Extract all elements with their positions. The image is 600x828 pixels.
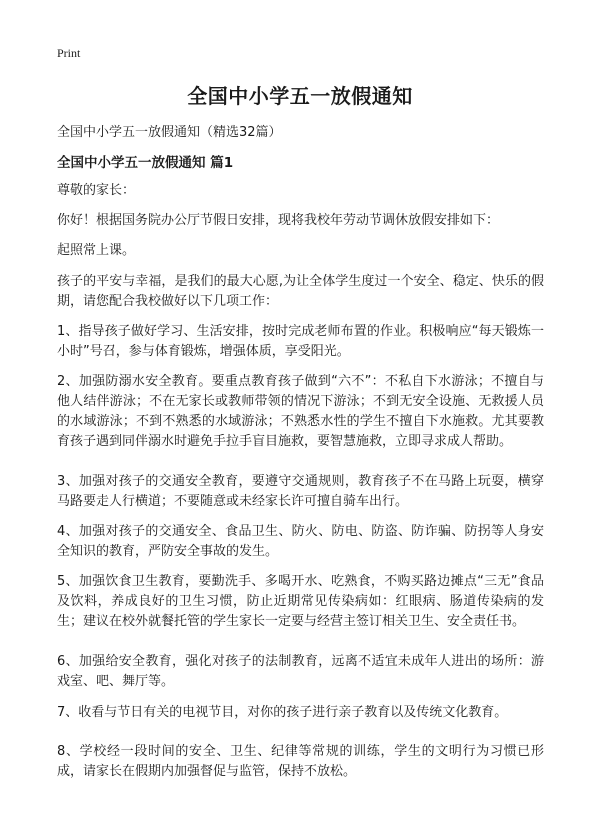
item-1-paragraph: 1、指导孩子做好学习、生活安排，按时完成老师布置的作业。积极响应“每天锻炼一小时”号召，参与体育锻炼，增强体质，享受阳光。 <box>57 324 544 359</box>
item-6-paragraph: 6、加强给安全教育，强化对孩子的法制教育，远离不适宜未成年人进出的场所：游戏室、吧、舞厅等。 <box>57 654 544 689</box>
document-title: 全国中小学五一放假通知 <box>187 84 413 108</box>
section-heading: 全国中小学五一放假通知 篇1 <box>57 155 234 171</box>
item-4-paragraph: 4、加强对孩子的交通安全、食品卫生、防火、防电、防盗、防诈骗、防拐等人身安全知识的教育，严防安全事故的发生。 <box>57 524 544 559</box>
print-link[interactable]: Print <box>57 46 81 60</box>
item-7-paragraph: 7、收看与节日有关的电视节目，对你的孩子进行亲子教育以及传统文化教育。 <box>57 705 508 720</box>
item-5-paragraph: 5、加强饮食卫生教育，要勤洗手、多喝开水、吃熟食，不购买路边摊点“三无”食品及饮料，养成良好的卫生习惯，防止近期常见传染病如：红眼病、肠道传染病的发生；建议在校外就餐托管的学生家长一定要与经营主签订相关卫生、安全责任书。 <box>57 574 544 629</box>
salutation-paragraph: 尊敬的家长： <box>57 183 136 198</box>
item-3-paragraph: 3、加强对孩子的交通安全教育，要遵守交通规则，教育孩子不在马路上玩耍，横穿马路要走人行横道；不要随意或未经家长许可擅自骑车出行。 <box>57 474 544 509</box>
intro-paragraph: 你好！根据国务院办公厅节假日安排，现将我校年劳动节调休放假安排如下： <box>57 213 500 228</box>
resume-class-paragraph: 起照常上课。 <box>57 243 136 258</box>
safety-intro-paragraph: 孩子的平安与幸福，是我们的最大心愿,为让全体学生度过一个安全、稳定、快乐的假期，请您配合我校做好以下几项工作： <box>57 274 544 309</box>
item-8-paragraph: 8、学校经一段时间的安全、卫生、纪律等常规的训练，学生的文明行为习惯已形成，请家长在假期内加强督促与监管，保持不放松。 <box>57 744 544 779</box>
document-subtitle: 全国中小学五一放假通知（精选32篇） <box>57 125 282 140</box>
item-2-paragraph: 2、加强防溺水安全教育。要重点教育孩子做到“六不”：不私自下水游泳；不擅自与他人结伴游泳；不在无家长或教师带领的情况下游泳；不到无安全设施、无救援人员的水域游泳；不到不熟悉的水域游泳；不熟悉水性的学生不擅自下水施救。尤其要教育孩子遇到同伴溺水时避免手拉手盲目施救，要智慧施救，立即寻求成人帮助。 <box>57 374 544 449</box>
